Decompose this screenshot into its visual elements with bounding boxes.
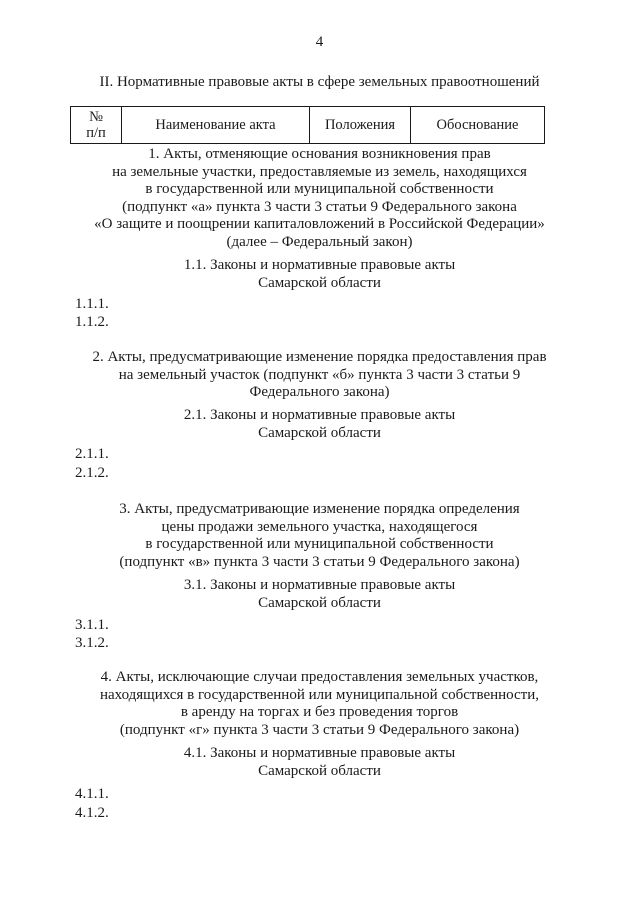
section-2-heading bbox=[0, 349, 639, 402]
list-item: 2.1.1. bbox=[75, 446, 109, 462]
column-number-line1: № bbox=[89, 109, 103, 125]
column-number-line2: п/п bbox=[86, 125, 106, 141]
subheading-line: Самарской области bbox=[258, 424, 381, 441]
section-4-subheading bbox=[0, 745, 639, 780]
heading-line: 1. Акты, отменяющие основания возникновения прав bbox=[148, 146, 491, 162]
subheading-line: 4.1. Законы и нормативные правовые акты bbox=[183, 745, 456, 761]
subheading-line: 1.1. Законы и нормативные правовые акты bbox=[183, 257, 456, 273]
column-justification: Обоснование bbox=[411, 107, 545, 144]
heading-line: Федерального закона) bbox=[249, 384, 390, 401]
heading-line: на земельный участок (подпункт «б» пункта 3 части 3 статьи 9 bbox=[118, 366, 521, 383]
section-1-heading bbox=[0, 146, 639, 252]
column-act-name: Наименование акта bbox=[122, 107, 310, 144]
list-item: 2.1.2. bbox=[75, 465, 109, 481]
column-provisions: Положения bbox=[310, 107, 411, 144]
page-number: 4 bbox=[315, 34, 324, 50]
heading-line: в государственной или муниципальной собственности bbox=[145, 181, 494, 198]
list-item: 1.1.1. bbox=[75, 296, 109, 312]
heading-line: (подпункт «г» пункта 3 части 3 статьи 9 Федерального закона) bbox=[119, 721, 520, 738]
heading-line: 4. Акты, исключающие случаи предоставления земельных участков, bbox=[100, 669, 539, 685]
heading-line: в аренду на торгах и без проведения торгов bbox=[180, 704, 459, 721]
list-item: 1.1.2. bbox=[75, 314, 109, 330]
heading-line: (подпункт «в» пункта 3 части 3 статьи 9 Федерального закона) bbox=[119, 553, 520, 570]
column-number bbox=[71, 107, 122, 144]
heading-line: 2. Акты, предусматривающие изменение порядка предоставления прав bbox=[92, 349, 547, 365]
table-header-row bbox=[71, 107, 545, 144]
subheading-line: Самарской области bbox=[258, 594, 381, 611]
heading-line: (далее – Федеральный закон) bbox=[226, 233, 413, 250]
list-item: 3.1.1. bbox=[75, 617, 109, 633]
section-3-heading bbox=[0, 501, 639, 571]
section-4-heading bbox=[0, 669, 639, 739]
acts-table-header bbox=[70, 106, 545, 144]
list-item: 3.1.2. bbox=[75, 635, 109, 651]
subheading-line: Самарской области bbox=[258, 274, 381, 291]
subheading-line: Самарской области bbox=[258, 762, 381, 779]
section-heading: II. Нормативные правовые акты в сфере земельных правоотношений bbox=[99, 74, 540, 90]
list-item: 4.1.1. bbox=[75, 786, 109, 802]
heading-line: на земельные участки, предоставляемые из земель, находящихся bbox=[112, 163, 527, 180]
heading-line: (подпункт «а» пункта 3 части 3 статьи 9 Федерального закона bbox=[122, 198, 517, 215]
section-2-subheading bbox=[0, 407, 639, 442]
heading-line: цены продажи земельного участка, находящегося bbox=[161, 518, 478, 535]
subheading-line: 2.1. Законы и нормативные правовые акты bbox=[183, 407, 456, 423]
heading-line: 3. Акты, предусматривающие изменение порядка определения bbox=[119, 501, 520, 517]
subheading-line: 3.1. Законы и нормативные правовые акты bbox=[183, 577, 456, 593]
section-1-subheading bbox=[0, 257, 639, 292]
section-3-subheading bbox=[0, 577, 639, 612]
heading-line: находящихся в государственной или муниципальной собственности, bbox=[99, 686, 540, 703]
list-item: 4.1.2. bbox=[75, 805, 109, 821]
heading-line: «О защите и поощрении капиталовложений в Российской Федерации» bbox=[94, 216, 545, 233]
heading-line: в государственной или муниципальной собственности bbox=[145, 536, 494, 553]
